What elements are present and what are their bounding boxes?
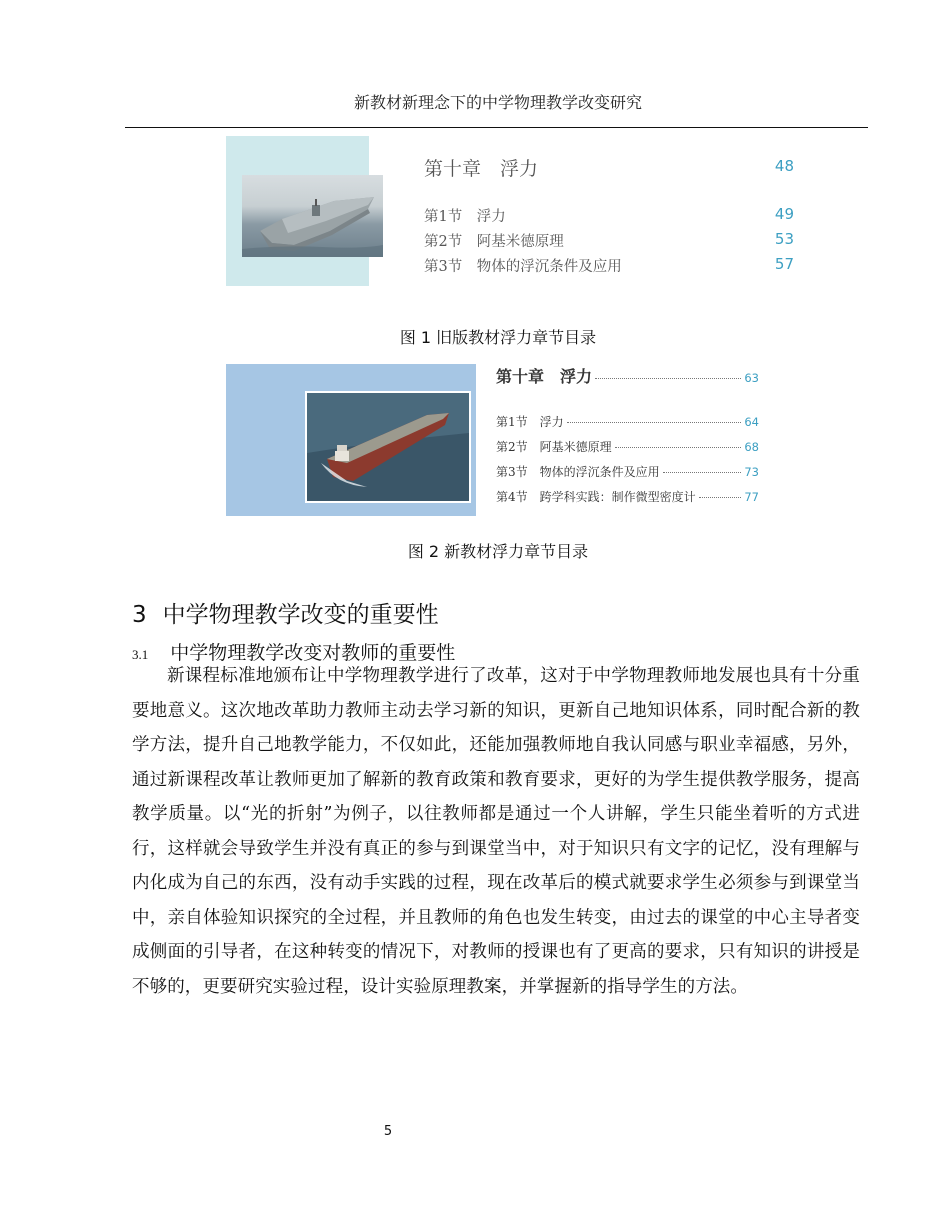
toc-chapter-label: 第十章 浮力 xyxy=(496,367,593,386)
toc-page-number: 77 xyxy=(744,490,759,504)
toc-section-label: 第3节 物体的浮沉条件及应用 xyxy=(424,259,622,275)
cargo-ship-photo xyxy=(305,391,471,503)
section-heading xyxy=(132,596,439,629)
subsection-number: 3.1 xyxy=(132,647,149,662)
toc-section-row xyxy=(424,230,794,251)
toc-page-number: 64 xyxy=(744,415,759,429)
figure-2-caption: 图 2 新教材浮力章节目录 xyxy=(407,542,589,561)
toc-chapter-row xyxy=(424,154,794,181)
aircraft-carrier-photo xyxy=(242,175,383,257)
toc-leader-dots xyxy=(567,422,742,423)
body-paragraph: 新课程标准地颁布让中学物理教学进行了改革，这对于中学物理教师地发展也具有十分重要地意义。这次地改革助力教师主动去学习新的知识，更新自己地知识体系，同时配合新的教学方法，提升自己地教学能力，不仅如此，还能加强教师地自我认同感与职业幸福感，另外，通过新课程改革让教师更加了解新的教育政策和教育要求，更好的为学生提供教学服务，提高教学质量。以“光的折射”为例子，以往教师都是通过一个人讲解，学生只能坐着听的方式进行，这样就会导致学生并没有真正的参与到课堂当中，对于知识只有文字的记忆，没有理解与内化成为自己的东西，没有动手实践的过程，现在改革后的模式就要求学生必须参与到课堂当中，亲自体验知识探究的全过程，并且教师的角色也发生转变，由过去的课堂的中心主导者变成侧面的引导者，在这种转变的情况下，对教师的授课也有了更高的要求，只有知识的讲授是不够的，更要研究实验过程，设计实验原理教案，并掌握新的指导学生的方法。 xyxy=(132,666,860,997)
toc-section-label: 第2节 阿基米德原理 xyxy=(496,440,612,454)
subsection-title: 中学物理教学改变对教师的重要性 xyxy=(170,642,456,664)
toc-leader-dots xyxy=(595,378,741,379)
toc-page-number: 53 xyxy=(774,230,794,248)
section-title: 中学物理教学改变的重要性 xyxy=(162,602,439,628)
header-rule xyxy=(125,127,868,128)
figure-1-old-toc xyxy=(226,136,826,288)
toc-section-row xyxy=(424,205,794,226)
page-header: 新教材新理念下的中学物理教学改变研究 xyxy=(353,93,642,112)
toc-page-number: 48 xyxy=(774,157,794,175)
toc-section-row xyxy=(496,413,759,430)
toc-page-number: 49 xyxy=(774,205,794,223)
toc-page-number: 63 xyxy=(744,371,759,385)
toc-section-label: 第1节 浮力 xyxy=(496,415,564,429)
section-number: 3 xyxy=(132,602,147,628)
toc-page-number: 73 xyxy=(744,465,759,479)
figure-2-new-toc xyxy=(226,364,766,518)
toc-chapter-label: 第十章 浮力 xyxy=(424,158,539,180)
toc-page-number: 68 xyxy=(744,440,759,454)
toc-section-label: 第3节 物体的浮沉条件及应用 xyxy=(496,465,660,479)
toc-section-row xyxy=(496,488,759,505)
toc-section-label: 第4节 跨学科实践：制作微型密度计 xyxy=(496,490,696,504)
toc-section-row xyxy=(496,463,759,480)
toc-leader-dots xyxy=(663,472,742,473)
toc-chapter-row xyxy=(496,364,759,387)
toc-section-label: 第1节 浮力 xyxy=(424,209,506,225)
toc-leader-dots xyxy=(615,447,742,448)
figure-1-caption: 图 1 旧版教材浮力章节目录 xyxy=(399,328,597,347)
page-number: 5 xyxy=(383,1124,393,1139)
toc-section-row xyxy=(424,255,794,276)
toc-section-row xyxy=(496,438,759,455)
toc-section-label: 第2节 阿基米德原理 xyxy=(424,234,564,250)
toc-page-number: 57 xyxy=(774,255,794,273)
toc-leader-dots xyxy=(699,497,742,498)
